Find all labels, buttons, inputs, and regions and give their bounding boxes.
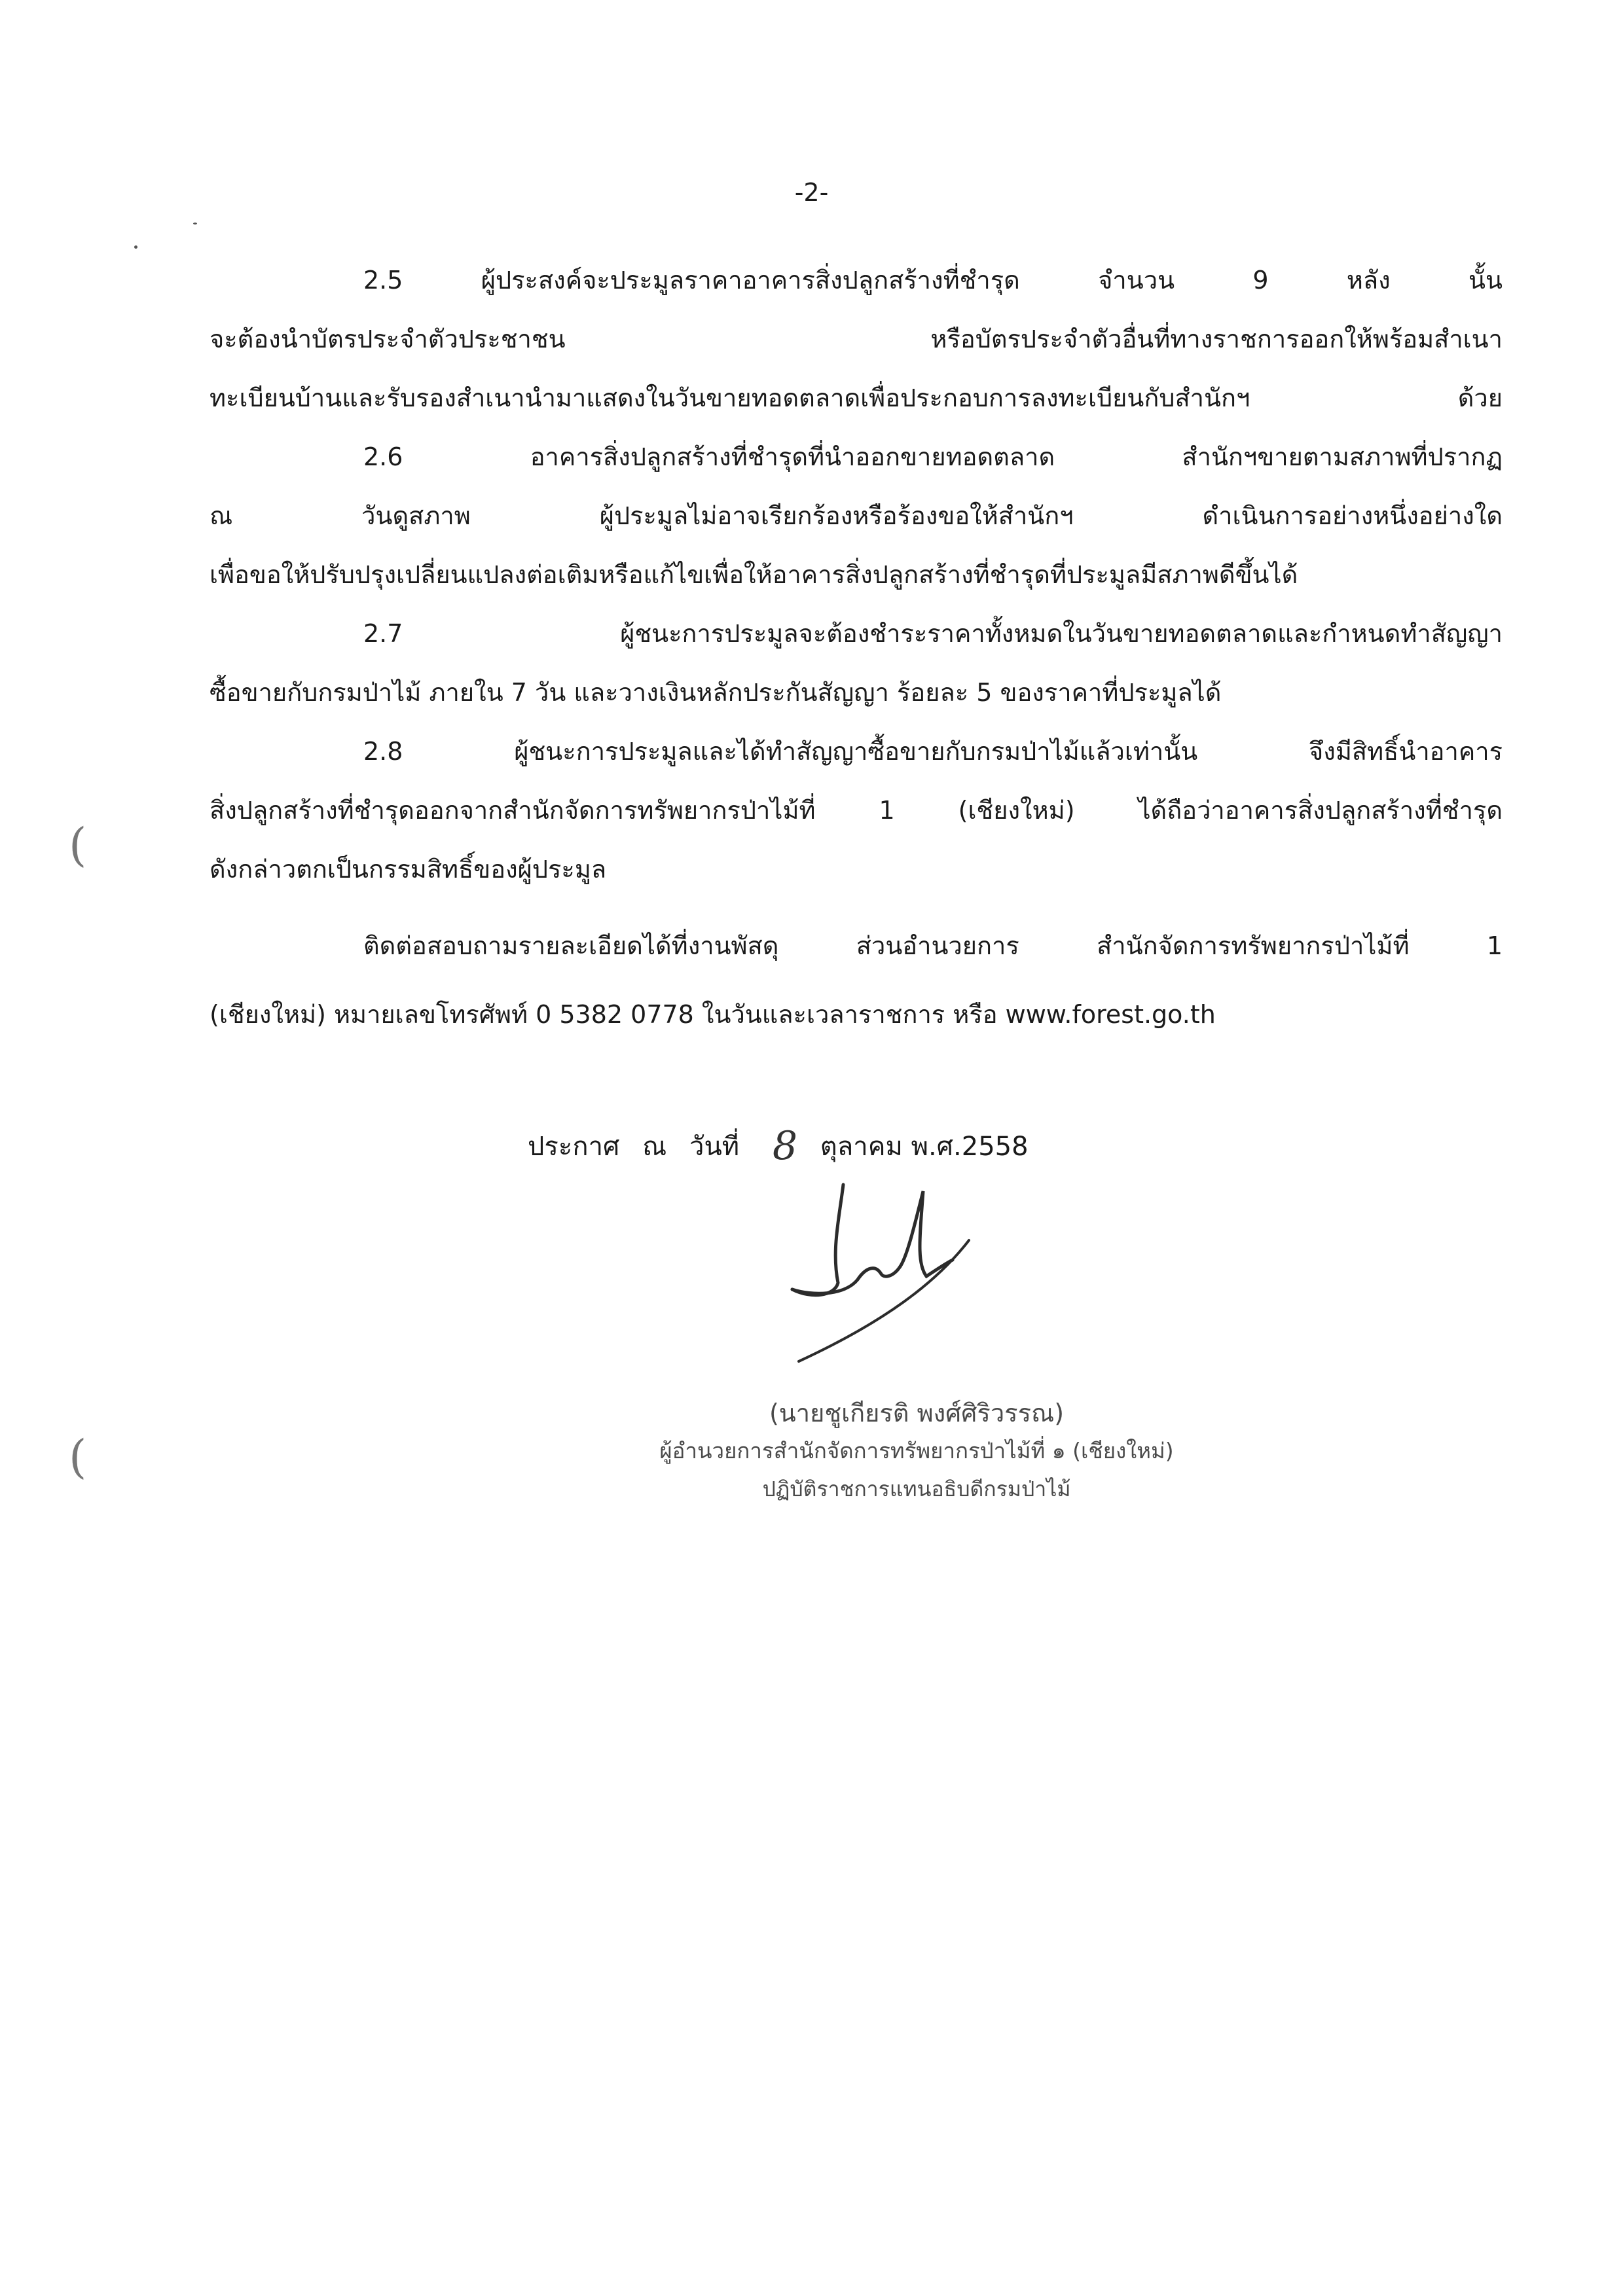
paragraph-line: ดังกล่าวตกเป็นกรรมสิทธิ์ของผู้ประมูล [210,855,607,884]
announcement-date-label: วันที่ [689,1132,740,1162]
scan-speck [193,223,197,224]
announcement-date-line [528,1119,1043,1167]
paragraph-line: 2.7 ผู้ชนะการประมูลจะต้องชำระราคาทั้งหมดในวันขายทอดตลาดและกำหนดทำสัญญา [363,619,1503,648]
signature [766,1165,1002,1374]
page-number: -2- [794,178,829,207]
paragraph-line: ทะเบียนบ้านและรับรองสำเนานำมาแสดงในวันขายทอดตลาดเพื่อประกอบการลงทะเบียนกับสำนักฯ ด้วย [210,384,1503,412]
paragraph-line: ติดต่อสอบถามรายละเอียดได้ที่งานพัสดุ ส่วนอำนวยการ สำนักจัดการทรัพยากรป่าไม้ที่ 1 [363,931,1503,960]
paragraph-2-5 [210,251,1503,427]
contact-paragraph [210,912,1503,1049]
handwritten-day: 8 [772,1123,798,1169]
paragraph-line: สิ่งปลูกสร้างที่ชำรุดออกจากสำนักจัดการทรัพยากรป่าไม้ที่ 1 (เชียงใหม่) ได้ถือว่าอาคารสิ่งปลูกสร้างที่ชำรุด [210,796,1503,825]
paragraph-line: (เชียงใหม่) หมายเลขโทรศัพท์ 0 5382 0778 ในวันและเวลาราชการ หรือ www.forest.go.th [210,1000,1216,1029]
signatory-position: ผู้อำนวยการสำนักจัดการทรัพยากรป่าไม้ที่ ๑ (เชียงใหม่) [659,1438,1174,1463]
signatory-acting: ปฏิบัติราชการแทนอธิบดีกรมป่าไม้ [762,1477,1071,1501]
announcement-label: ประกาศ [528,1132,620,1162]
paragraph-2-8 [210,722,1503,899]
signatory-name: (นายชูเกียรติ พงศ์ศิริวรรณ) [769,1399,1065,1427]
paragraph-line: 2.6 อาคารสิ่งปลูกสร้างที่ชำรุดที่นำออกขายทอดตลาด สำนักฯขายตามสภาพที่ปรากฏ [363,442,1503,471]
margin-mark: ( [69,1430,87,1484]
signature-stroke [766,1165,1002,1374]
paragraph-2-6 [210,427,1503,604]
paragraph-2-7 [210,604,1503,722]
announcement-month-year: ตุลาคม พ.ศ.2558 [820,1132,1029,1162]
paragraph-line: 2.5 ผู้ประสงค์จะประมูลราคาอาคารสิ่งปลูกสร้างที่ชำรุด จำนวน 9 หลัง นั้น [363,266,1503,295]
signatory-block [589,1394,1244,1508]
scan-speck [134,245,137,249]
paragraph-line: ซื้อขายกับกรมป่าไม้ ภายใน 7 วัน และวางเงินหลักประกันสัญญา ร้อยละ 5 ของราคาที่ประมูลได้ [210,678,1222,707]
announcement-at: ณ [642,1132,667,1162]
margin-mark: ( [69,818,87,872]
paragraph-line: 2.8 ผู้ชนะการประมูลและได้ทำสัญญาซื้อขายกับกรมป่าไม้แล้วเท่านั้น จึงมีสิทธิ์นำอาคาร [363,737,1503,766]
paragraph-line: เพื่อขอให้ปรับปรุงเปลี่ยนแปลงต่อเติมหรือแก้ไขเพื่อให้อาคารสิ่งปลูกสร้างที่ชำรุดที่ประมูลมีสภาพดีขึ้นได้ [210,560,1298,589]
paragraph-line: ณ วันดูสภาพ ผู้ประมูลไม่อาจเรียกร้องหรือร้องขอให้สำนักฯ ดำเนินการอย่างหนึ่งอย่างใด [210,501,1503,530]
paragraph-line: จะต้องนำบัตรประจำตัวประชาชน หรือบัตรประจำตัวอื่นที่ทางราชการออกให้พร้อมสำเนา [210,325,1503,353]
